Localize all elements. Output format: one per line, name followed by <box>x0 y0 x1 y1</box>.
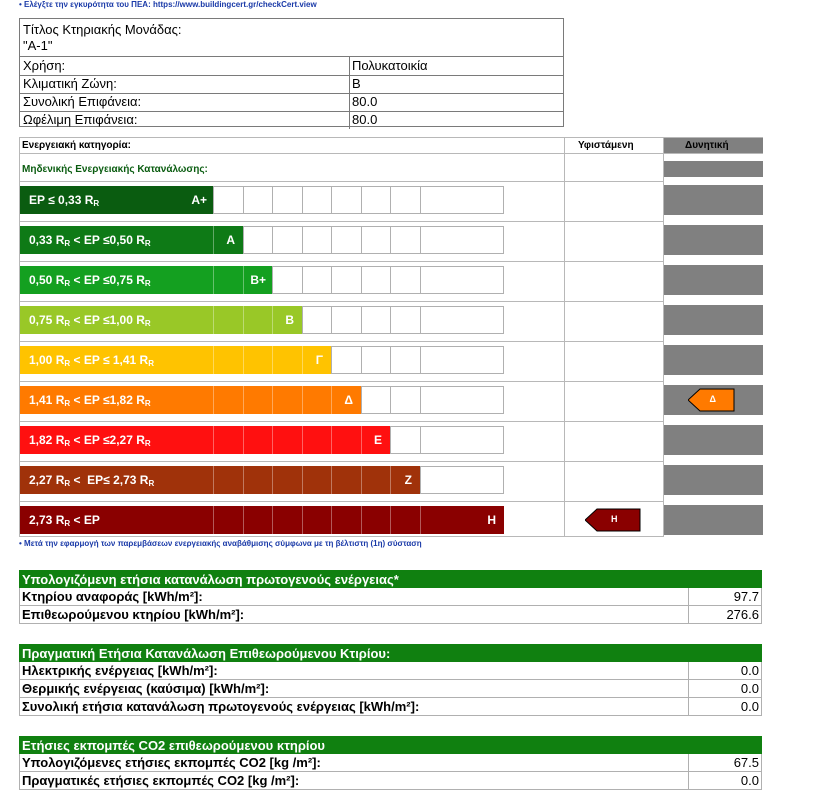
section-row-label: Επιθεωρούμενου κτηρίου [kWh/m²]: <box>22 607 245 622</box>
section-row <box>19 698 762 716</box>
energy-class-range-label: 2,73 $R_R$ < EP <box>29 513 100 528</box>
section-row-value: 0.0 <box>740 699 759 714</box>
info-label: Κλιματική Ζώνη: <box>23 76 117 91</box>
section-row-label: Υπολογιζόμενες ετήσιες εκπομπές CO2 [kg /m²]: <box>22 755 321 770</box>
section-row-value: 97.7 <box>733 589 759 604</box>
section-row-value: 0.0 <box>740 773 759 788</box>
info-value: Β <box>352 76 361 91</box>
energy-class-bar <box>20 386 361 414</box>
energy-class-bar <box>20 266 272 294</box>
certificate-check-note: • Ελέγξτε την εγκυρότητα του ΠΕΑ: https://www.buildingcert.gr/checkCert.view <box>19 0 317 9</box>
section-row <box>19 662 762 680</box>
existing-header: Υφιστάμενη <box>578 140 634 151</box>
section-row-label: Συνολική ετήσια κατανάλωση πρωτογενούς ενέργειας [kWh/m²]: <box>22 699 420 714</box>
info-label: Χρήση: <box>23 58 66 73</box>
unit-info-table <box>19 18 564 127</box>
section-header: Πραγματική Ετήσια Κατανάλωση Επιθεωρούμενου Κτιρίου: <box>19 644 762 662</box>
energy-class-letter: Ε <box>373 433 382 447</box>
unit-title-value: "Α-1" <box>23 38 53 53</box>
energy-class-bar <box>20 346 331 374</box>
energy-class-letter: Η <box>487 513 496 527</box>
info-row-useful-area <box>20 111 563 129</box>
arrow-class-letter: Δ <box>709 394 716 404</box>
info-row-use <box>20 57 563 76</box>
section-row-label: Θερμικής ενέργειας (καύσιμα) [kWh/m²]: <box>22 681 270 696</box>
section-row-value: 276.6 <box>726 607 759 622</box>
energy-class-range-label: EP ≤ 0,33 $R_R$ <box>29 193 100 208</box>
energy-class-range-label: 0,75 $R_R$ < EP ≤1,00 $R_R$ <box>29 313 151 328</box>
info-row-climate-zone <box>20 75 563 94</box>
energy-class-range-label: 2,27 $R_R < EP\le 2,73$ $R_R$ <box>29 473 155 488</box>
section-header: Ετήσιες εκπομπές CO2 επιθεωρούμενου κτηρίου <box>19 736 762 754</box>
energy-class-letter: Ζ <box>404 473 412 487</box>
energy-class-bar <box>20 306 302 334</box>
section-row <box>19 588 762 606</box>
info-row-total-area <box>20 93 563 112</box>
section-row-label: Πραγματικές ετήσιες εκπομπές CO2 [kg /m²]: <box>22 773 300 788</box>
section-header: Υπολογιζόμενη ετήσια κατανάλωση πρωτογενούς ενέργειας* <box>19 570 762 588</box>
section-row <box>19 606 762 624</box>
energy-class-range-label: 0,50 $R_R$ < EP ≤0,75 $R_R$ <box>29 273 151 288</box>
energy-class-range-label: 0,33 $R_R$ < EP ≤0,50 $R_R$ <box>29 233 151 248</box>
info-label: Ωφέλιμη Επιφάνεια: <box>23 112 138 127</box>
energy-class-bar <box>20 466 420 494</box>
energy-class-letter: A+ <box>191 193 207 207</box>
section-row-value: 0.0 <box>740 663 759 678</box>
energy-class-range-label: 1,82 $R_R$ < EP ≤2,27 $R_R$ <box>29 433 151 448</box>
energy-class-letter: B+ <box>250 273 266 287</box>
section-row <box>19 772 762 790</box>
info-value: 80.0 <box>352 112 378 127</box>
section-row-value: 0.0 <box>740 681 759 696</box>
potential-header: Δυνητική <box>685 140 729 151</box>
energy-class-range-label: 1,41 $R_R$ < EP ≤1,82 $R_R$ <box>29 393 151 408</box>
section-row-label: Κτηρίου αναφοράς [kWh/m²]: <box>22 589 203 604</box>
section-row <box>19 680 762 698</box>
info-value: Πολυκατοικία <box>352 58 428 73</box>
energy-class-bar <box>20 506 504 534</box>
section-row-value: 67.5 <box>733 755 759 770</box>
energy-class-letter: Δ <box>344 393 353 407</box>
info-value: 80.0 <box>352 94 378 109</box>
section-row <box>19 754 762 772</box>
energy-class-letter: B <box>285 313 294 327</box>
potential-class-arrow <box>688 388 735 412</box>
unit-title-cell <box>20 19 563 57</box>
info-label: Συνολική Επιφάνεια: <box>23 94 142 109</box>
potential-header-cell <box>664 138 763 153</box>
arrow-class-letter: Η <box>611 514 618 524</box>
existing-class-arrow <box>585 508 641 532</box>
energy-class-letter: A <box>226 233 235 247</box>
upgrade-note: • Μετά την εφαρμογή των παρεμβάσεων ενεργειακής αναβάθμισης σύμφωνα με τη βέλτιστη (1η) σύσταση <box>19 539 422 548</box>
energy-category-header: Ενεργειακή κατηγορία: <box>22 140 131 151</box>
energy-class-bar <box>20 426 390 454</box>
nzeb-label: Μηδενικής Ενεργειακής Κατανάλωσης: <box>22 164 208 175</box>
section-row-label: Ηλεκτρικής ενέργειας [kWh/m²]: <box>22 663 218 678</box>
unit-title-label: Τίτλος Κτηριακής Μονάδας: <box>23 22 182 37</box>
energy-class-bar <box>20 186 213 214</box>
energy-class-letter: Γ <box>315 353 323 367</box>
energy-class-bar <box>20 226 243 254</box>
energy-class-range-label: 1,00 $R_R$ < EP ≤ 1,41 $R_R$ <box>29 353 154 368</box>
